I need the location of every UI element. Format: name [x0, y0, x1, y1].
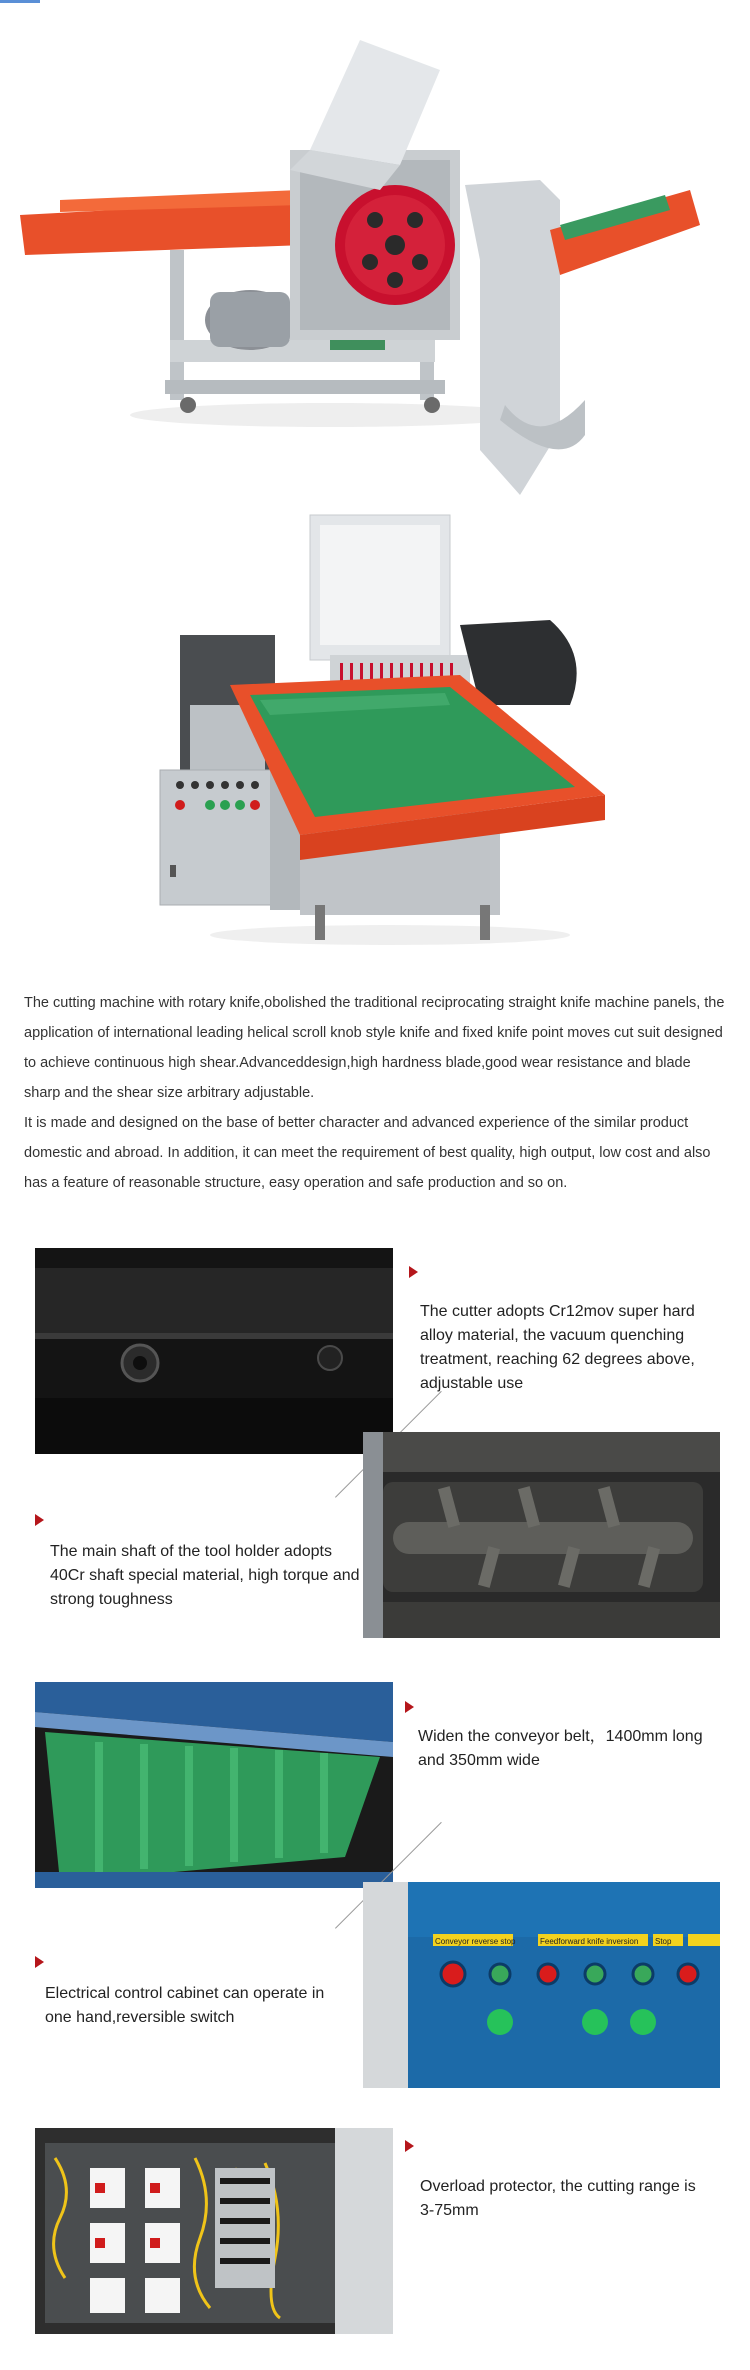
- intro-text: [24, 988, 730, 1198]
- control-cabinet-photo: [363, 1882, 720, 2088]
- feature-2-caption: The main shaft of the tool holder adopts 40Cr shaft special material, high torque and strong toughness: [50, 1543, 360, 1608]
- feature-5-marker: [405, 2140, 414, 2152]
- feature-4-caption: Electrical control cabinet can operate in one hand,reversible switch: [45, 1985, 325, 2026]
- feature-5-caption: Overload protector, the cutting range is 3-75mm: [420, 2178, 696, 2219]
- cutter-closeup-photo: [35, 1248, 393, 1454]
- main-shaft-photo: [363, 1432, 720, 1638]
- feature-3-marker: [405, 1701, 414, 1713]
- overload-protector-photo: [35, 2128, 393, 2334]
- intro-paragraph-1: The cutting machine with rotary knife,obolished the traditional reciprocating straight knife machine panels, the application of international leading helical scroll knob style knife and fixed knife point moves cut suit designed to achieve continuous high shear.Advanceddesign,high hardness blade,good wear resistance and blade sharp and the shear size arbitrary adjustable.: [24, 995, 725, 1101]
- machine-front-view-photo: [150, 505, 610, 955]
- feature-4-marker: [35, 1956, 44, 1968]
- panel-label-3: Stop: [655, 1937, 672, 1946]
- panel-label-2: Feedforward knife inversion: [540, 1937, 639, 1946]
- machine-side-view-photo: [0, 0, 750, 520]
- feature-1-caption: The cutter adopts Cr12mov super hard alloy material, the vacuum quenching treatment, reaching 62 degrees above, adjustable use: [420, 1303, 695, 1392]
- conveyor-belt-photo: [35, 1682, 393, 1888]
- feature-2-marker: [35, 1514, 44, 1526]
- feature-3-caption: Widen the conveyor belt，1400mm long and 350mm wide: [418, 1728, 703, 1769]
- intro-paragraph-2: It is made and designed on the base of better character and advanced experience of the similar product domestic and abroad. In addition, it can meet the requirement of best quality, high output, low cost and also has a feature of reasonable structure, easy operation and safe production and so on.: [24, 1115, 711, 1191]
- feature-1-marker: [409, 1266, 418, 1278]
- panel-label-1: Conveyor reverse stop: [435, 1937, 516, 1946]
